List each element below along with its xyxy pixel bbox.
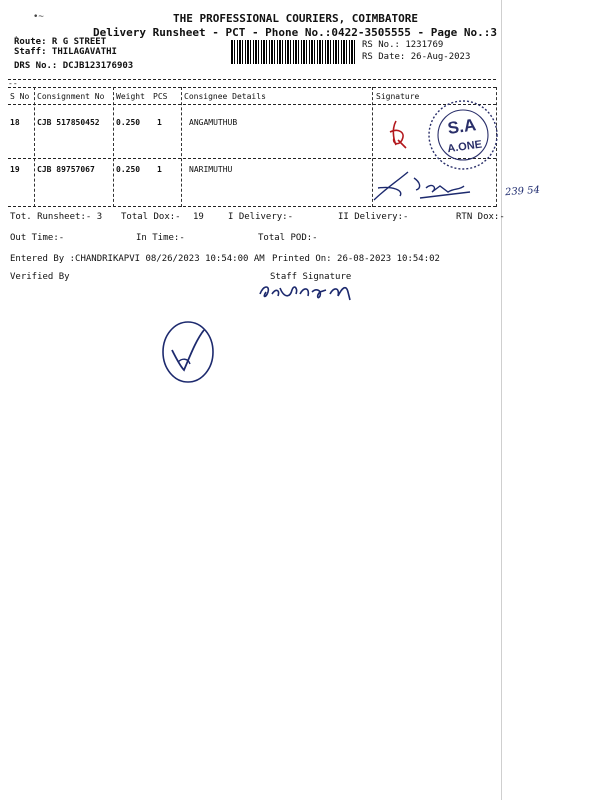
- row-consignment: CJB 89757067: [37, 165, 95, 174]
- col-divider-1: [34, 87, 35, 207]
- in-time: In Time:-: [136, 233, 185, 243]
- col-header-signature: Signature: [376, 92, 420, 101]
- col-divider-3: [181, 87, 182, 207]
- col-header-pcs: PCS: [153, 92, 168, 101]
- total-pod: Total POD:-: [258, 233, 318, 243]
- table-bottom-border: [8, 206, 496, 207]
- staff-signature: [258, 280, 356, 304]
- rtn-dox: RTN Dox:-: [456, 212, 505, 222]
- page-edge-line: [501, 0, 502, 800]
- col-header-sno: S No: [10, 92, 30, 101]
- col-header-consignment: Consignment No: [37, 92, 105, 101]
- row-sno: 18: [10, 118, 20, 127]
- row-weight: 0.250: [116, 165, 141, 174]
- receiver-signature: [370, 168, 496, 206]
- row-consignee: ANGAMUTHUB: [189, 118, 238, 127]
- total-dox-label: Total Dox:-: [121, 212, 181, 222]
- staff-label: Staff: THILAGAVATHI: [14, 47, 117, 57]
- verified-by: Verified By: [10, 272, 70, 282]
- entered-by: Entered By :CHANDRIKAPVI 08/26/2023 10:54:00 AM: [10, 254, 265, 264]
- checkmark-circle-icon: [160, 318, 218, 386]
- row-pcs: 1: [157, 165, 162, 174]
- corner-mark: •~: [33, 12, 44, 22]
- row-pcs: 1: [157, 118, 162, 127]
- drs-number: DRS No.: DCJB123176903: [14, 61, 134, 71]
- staff-signature-label: Staff Signature: [270, 272, 352, 282]
- stamp-text-main: S.A: [446, 115, 478, 138]
- table-header-border: [8, 104, 496, 105]
- out-time: Out Time:-: [10, 233, 65, 243]
- company-title: THE PROFESSIONAL COURIERS, COIMBATORE: [173, 12, 419, 25]
- ii-delivery: II Delivery:-: [338, 212, 409, 222]
- table-top-border: [8, 87, 496, 88]
- corner-tick: ˎ: [14, 28, 19, 37]
- rs-number: RS No.: 1231769: [362, 40, 444, 50]
- printed-on: Printed On: 26-08-2023 10:54:02: [272, 254, 440, 264]
- stamp-text-sub: A.ONE: [446, 138, 483, 156]
- row-sno: 19: [10, 165, 20, 174]
- divider-tick: --: [8, 79, 18, 88]
- barcode: [231, 40, 357, 64]
- row-consignee: NARIMUTHU: [189, 165, 233, 174]
- runsheet-title: Delivery Runsheet - PCT - Phone No.:0422-3505555 - Page No.:3: [93, 26, 497, 39]
- header-divider: [8, 79, 496, 80]
- handwritten-note: 239 54: [504, 184, 541, 199]
- row-weight: 0.250: [116, 118, 141, 127]
- row-consignment: CJB 517850452: [37, 118, 100, 127]
- col-header-consignee: Consignee Details: [184, 92, 266, 101]
- company-stamp: [426, 98, 500, 172]
- row-divider: [8, 158, 496, 159]
- col-header-weight: Weight: [116, 92, 145, 101]
- i-delivery: I Delivery:-: [228, 212, 294, 222]
- red-signature: [384, 118, 414, 152]
- col-divider-2: [113, 87, 114, 207]
- rs-date: RS Date: 26-Aug-2023: [362, 52, 471, 62]
- total-dox-value: 19: [193, 212, 204, 222]
- total-runsheet: Tot. Runsheet:- 3: [10, 212, 103, 222]
- route-label: Route: R G STREET: [14, 37, 107, 47]
